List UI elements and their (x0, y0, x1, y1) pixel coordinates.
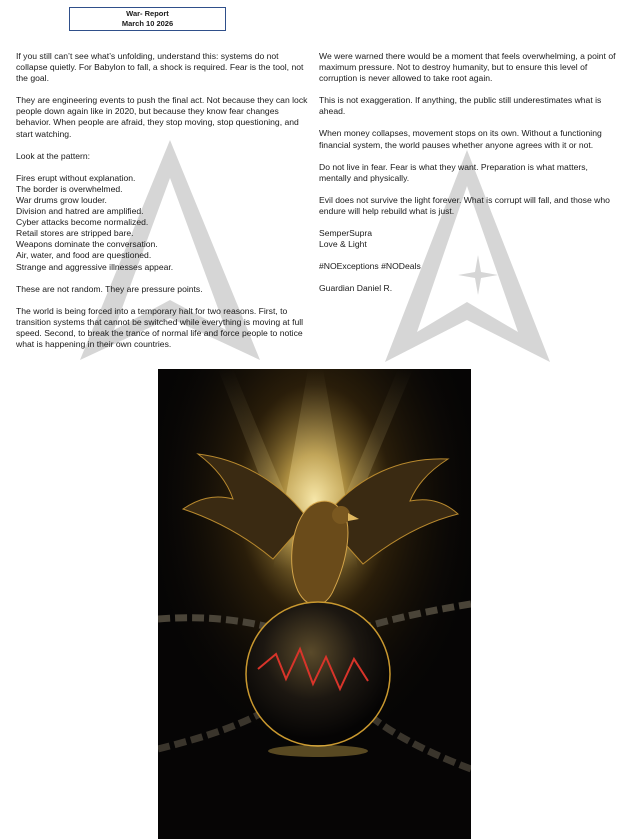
right-paragraph-1: We were warned there would be a moment that feels overwhelming, a point of maximum pressure. Not to destroy humanity, but to ensure this level of corruption is never allowed to take root again. (319, 51, 616, 84)
signoff-greeting: Love & Light (319, 239, 367, 250)
author-name: Guardian Daniel R. (319, 283, 393, 294)
signoff-motto: SemperSupra (319, 228, 373, 239)
eagle-on-chained-globe-icon (158, 369, 471, 839)
eagle-artwork-image (158, 369, 471, 839)
pattern-item: The border is overwhelmed. (16, 183, 123, 194)
report-title: War- Report (126, 9, 169, 18)
right-paragraph-2: This is not exaggeration. If anything, the public still underestimates what is ahead. (319, 95, 602, 117)
pattern-item: War drums grow louder. (16, 194, 107, 205)
right-paragraph-3: When money collapses, movement stops on its own. Without a functioning financial system, the world pauses whether anyone agrees with it or not. (319, 128, 602, 150)
report-header (69, 7, 226, 31)
signoff (319, 228, 617, 250)
pattern-item: Fires erupt without explanation. (16, 172, 136, 183)
pattern-item: Strange and aggressive illnesses appear. (16, 261, 174, 272)
hashtags: #NOExceptions #NODeals (319, 261, 421, 272)
left-paragraph-4: These are not random. They are pressure points. (16, 283, 203, 294)
right-text-column (319, 51, 617, 305)
pattern-item: Division and hatred are amplified. (16, 206, 144, 217)
left-paragraph-3: Look at the pattern: (16, 150, 91, 161)
pattern-item: Retail stores are stripped bare. (16, 228, 134, 239)
left-paragraph-2: They are engineering events to push the final act. Not because they can lock people down again like in 2020, but because they know fear changes behavior. When people are afraid, they stop moving, stop questioning, and start watching. (16, 95, 308, 139)
left-paragraph-1: If you still can’t see what’s unfolding, understand this: systems do not collapse quietly. For Babylon to fall, a shock is required. Fear is the tool, not the goal. (16, 51, 304, 84)
pattern-list (16, 173, 312, 273)
right-paragraph-4: Do not live in fear. Fear is what they want. Preparation is what matters, mentally and physically. (319, 161, 588, 183)
pattern-item: Cyber attacks become normalized. (16, 217, 149, 228)
pattern-item: Air, water, and food are questioned. (16, 250, 152, 261)
left-text-column (16, 51, 312, 361)
report-date: March 10 2026 (121, 19, 174, 28)
right-paragraph-5: Evil does not survive the light forever. What is corrupt will fall, and those who endure will help rebuild what is just. (319, 194, 610, 216)
left-paragraph-5: The world is being forced into a temporary halt for two reasons. First, to transition systems that cannot be switched while everything is moving at full speed. Second, to break the trance of normal life and force people to notice what is happening in their own countries. (16, 305, 304, 349)
pattern-item: Weapons dominate the conversation. (16, 239, 158, 250)
